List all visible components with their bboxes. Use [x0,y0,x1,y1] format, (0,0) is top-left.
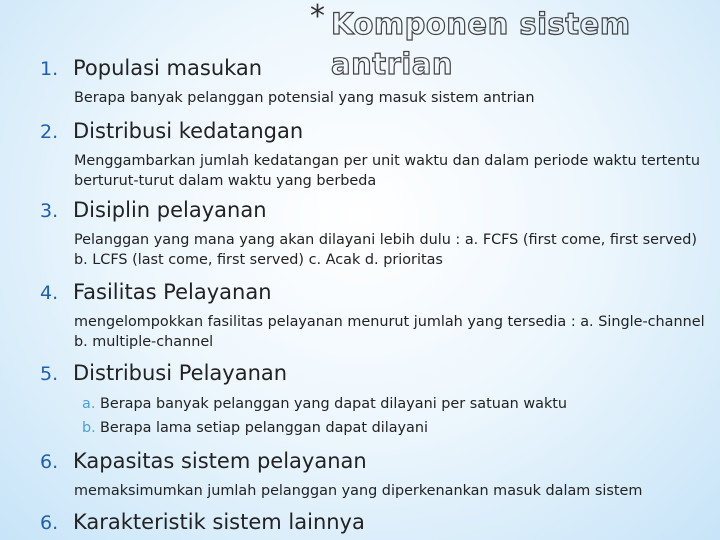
list-item [40,56,706,108]
subitem [82,419,706,437]
subitem-text: Berapa banyak pelanggan yang dapat dilayani per satuan waktu [100,396,568,412]
item-description: Menggambarkan jumlah kedatangan per unit waktu dan dalam periode waktu tertentu berturut-turut dalam waktu yang berbeda [74,153,700,189]
item-description: Pelanggan yang mana yang akan dilayani lebih dulu : a. FCFS (first come, first served) b. LCFS (last come, first served) c. Acak d. prioritas [74,232,698,268]
item-number: 1. [40,58,59,80]
item-number: 6. [40,512,59,534]
item-number: 4. [40,282,59,304]
item-number: 2. [40,121,59,143]
item-heading: Fasilitas Pelayanan [73,280,272,304]
list-item [40,510,706,534]
item-description: memaksimumkan jumlah pelanggan yang diperkenankan masuk dalam sistem [74,483,643,499]
item-description: mengelompokkan fasilitas pelayanan menurut jumlah yang tersedia : a. Single-channel b. multiple-channel [74,314,705,350]
list-item [40,198,706,270]
title-text: Komponen sistem antrian [331,7,631,81]
subitem-letter: a. [82,396,96,412]
item-number: 5. [40,363,59,385]
item-number: 3. [40,200,59,222]
subitem-text: Berapa lama setiap pelanggan dapat dilayani [100,420,428,436]
item-description: Berapa banyak pelanggan potensial yang masuk sistem antrian [74,90,535,106]
item-heading: Distribusi Pelayanan [73,361,288,385]
item-subitems [82,395,706,437]
list-item [40,449,706,501]
item-number: 6. [40,451,59,473]
item-heading: Populasi masukan [73,56,263,80]
item-heading: Distribusi kedatangan [73,119,304,143]
subitem-letter: b. [82,420,96,436]
item-heading: Kapasitas sistem pelayanan [73,449,367,473]
list-item [40,280,706,352]
subitem [82,395,706,413]
item-heading: Karakteristik sistem lainnya [73,510,365,534]
list-item [40,361,706,443]
item-heading: Disiplin pelayanan [73,198,267,222]
title-star: * [310,0,325,34]
list-item [40,119,706,191]
